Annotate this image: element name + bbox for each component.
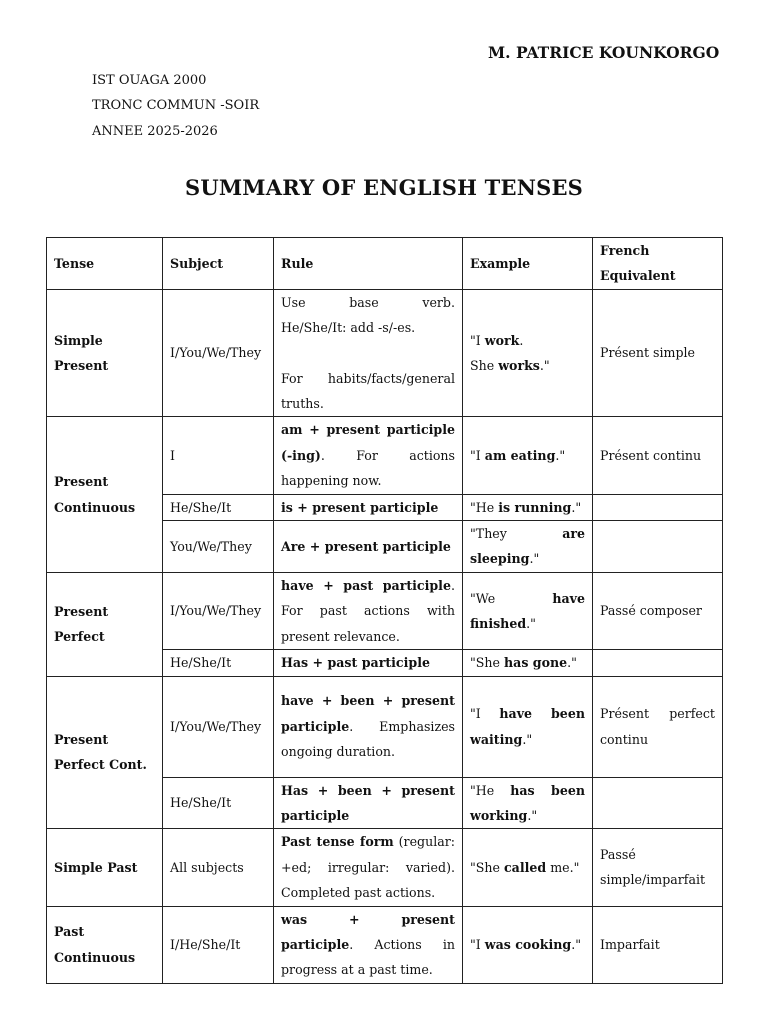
example-cell <box>463 829 593 906</box>
rule-formula: Has + past participle <box>281 655 430 671</box>
example-text: She <box>470 358 499 374</box>
french-cell <box>593 521 723 573</box>
rule-cell <box>274 676 463 777</box>
example-cell <box>463 777 593 829</box>
rule-cell <box>274 289 463 417</box>
example-verb: have finished <box>470 590 585 631</box>
rule-cell <box>274 829 463 906</box>
example-verb: am eating <box>484 447 556 463</box>
rule-text: . Emphasizes ongoing duration. <box>281 718 455 760</box>
table-row <box>47 572 723 649</box>
tense-cell: Present Perfect <box>47 572 163 676</box>
rule-text: For habits/facts/general truths. <box>281 370 455 412</box>
example-text: ." <box>539 358 550 374</box>
academic-year: ANNEE 2025-2026 <box>92 124 218 139</box>
example-text: . <box>519 332 524 348</box>
rule-formula: was + present participle <box>281 911 455 952</box>
rule-text: . For actions happening now. <box>281 447 455 489</box>
tense-cell: Present Continuous <box>47 417 163 572</box>
french-cell: Présent perfect continu <box>593 676 723 777</box>
example-text: "They <box>470 526 563 542</box>
subject-cell: I/You/We/They <box>163 289 274 417</box>
table-row <box>47 417 723 494</box>
column-header-subject: Subject <box>163 238 274 290</box>
rule-line: He/She/It: add -s/-es. <box>281 320 416 336</box>
tense-cell: Simple Past <box>47 829 163 906</box>
rule-formula: is + present participle <box>281 499 439 515</box>
example-text: "I <box>470 706 500 722</box>
example-verb: are sleeping <box>470 526 585 567</box>
example-text: ." <box>571 499 582 515</box>
example-cell <box>463 494 593 520</box>
example-text: "She <box>470 655 504 671</box>
example-verb: has been working <box>470 782 586 823</box>
subject-cell: I/You/We/They <box>163 676 274 777</box>
french-cell: Présent simple <box>593 289 723 417</box>
rule-text: . For past actions with present relevance. <box>281 577 455 644</box>
french-cell: Présent continu <box>593 417 723 494</box>
example-cell <box>463 572 593 649</box>
example-text: ." <box>571 936 581 952</box>
rule-cell <box>274 494 463 520</box>
rule-cell <box>274 572 463 649</box>
rule-cell <box>274 777 463 829</box>
example-verb: called <box>504 859 547 875</box>
rule-formula: Are + present participle <box>281 538 451 554</box>
example-text: ." <box>526 615 536 631</box>
french-cell: Passé simple/imparfait <box>593 829 723 906</box>
column-header-rule: Rule <box>274 238 463 290</box>
track: TRONC COMMUN -SOIR <box>92 98 260 113</box>
page-title: SUMMARY OF ENGLISH TENSES <box>184 175 584 200</box>
example-cell <box>463 906 593 983</box>
tense-cell: Past Continuous <box>47 906 163 983</box>
example-text: "I <box>470 332 485 348</box>
subject-cell: You/We/They <box>163 521 274 573</box>
rule-line <box>281 366 455 417</box>
example-cell <box>463 417 593 494</box>
subject-cell: He/She/It <box>163 494 274 520</box>
subject-cell: I/He/She/It <box>163 906 274 983</box>
example-verb: has gone <box>504 655 568 671</box>
example-cell <box>463 650 593 676</box>
example-text: ." <box>527 807 538 823</box>
rule-cell <box>274 521 463 573</box>
example-text: "He <box>470 499 499 515</box>
subject-cell: All subjects <box>163 829 274 906</box>
example-verb: have been waiting <box>470 706 585 747</box>
tense-cell: Present Perfect Cont. <box>47 676 163 829</box>
rule-formula: Has + been + present participle <box>281 782 455 823</box>
example-text: ." <box>529 551 540 567</box>
table-row <box>47 829 723 906</box>
table-row <box>47 906 723 983</box>
example-cell <box>463 289 593 417</box>
example-verb: was cooking <box>484 936 572 952</box>
column-header-french: French Equivalent <box>593 238 723 290</box>
rule-formula: have + past participle <box>281 577 451 593</box>
rule-cell <box>274 906 463 983</box>
column-header-example: Example <box>463 238 593 290</box>
example-verb: is running <box>498 499 572 515</box>
rule-text: (regular: +ed; irregular: varied). Completed past actions. <box>281 834 455 901</box>
french-cell <box>593 650 723 676</box>
example-text: ." <box>567 655 577 671</box>
example-text: "I <box>470 936 485 952</box>
french-cell <box>593 494 723 520</box>
example-text: "She <box>470 859 504 875</box>
example-verb: work <box>484 332 520 348</box>
rule-text: . Actions in progress at a past time. <box>281 936 455 978</box>
rule-line: Use base verb. <box>281 294 455 310</box>
example-text: ." <box>522 731 533 747</box>
subject-cell: I <box>163 417 274 494</box>
table-row <box>47 289 723 417</box>
subject-cell: He/She/It <box>163 650 274 676</box>
tenses-table <box>46 237 723 984</box>
example-verb: works <box>498 358 540 374</box>
table-row <box>47 676 723 777</box>
rule-line <box>281 341 455 366</box>
example-cell <box>463 521 593 573</box>
example-text: me." <box>546 859 580 875</box>
institution: IST OUAGA 2000 <box>92 73 207 88</box>
french-cell: Imparfait <box>593 906 723 983</box>
french-cell: Passé composer <box>593 572 723 649</box>
example-text: "I <box>470 447 485 463</box>
rule-formula: am + present participle (-ing) <box>281 422 455 463</box>
subject-cell: He/She/It <box>163 777 274 829</box>
example-cell <box>463 676 593 777</box>
example-text: "He <box>470 782 511 798</box>
tense-cell: Simple Present <box>47 289 163 417</box>
rule-formula: have + been + present participle <box>281 693 455 734</box>
example-text: "We <box>470 590 553 606</box>
subject-cell: I/You/We/They <box>163 572 274 649</box>
example-text: ." <box>555 447 566 463</box>
author-name: M. PATRICE KOUNKORGO <box>488 43 720 62</box>
table-header-row <box>47 238 723 290</box>
column-header-tense: Tense <box>47 238 163 290</box>
rule-cell <box>274 650 463 676</box>
rule-cell <box>274 417 463 494</box>
rule-formula: Past tense form <box>281 834 394 850</box>
french-cell <box>593 777 723 829</box>
